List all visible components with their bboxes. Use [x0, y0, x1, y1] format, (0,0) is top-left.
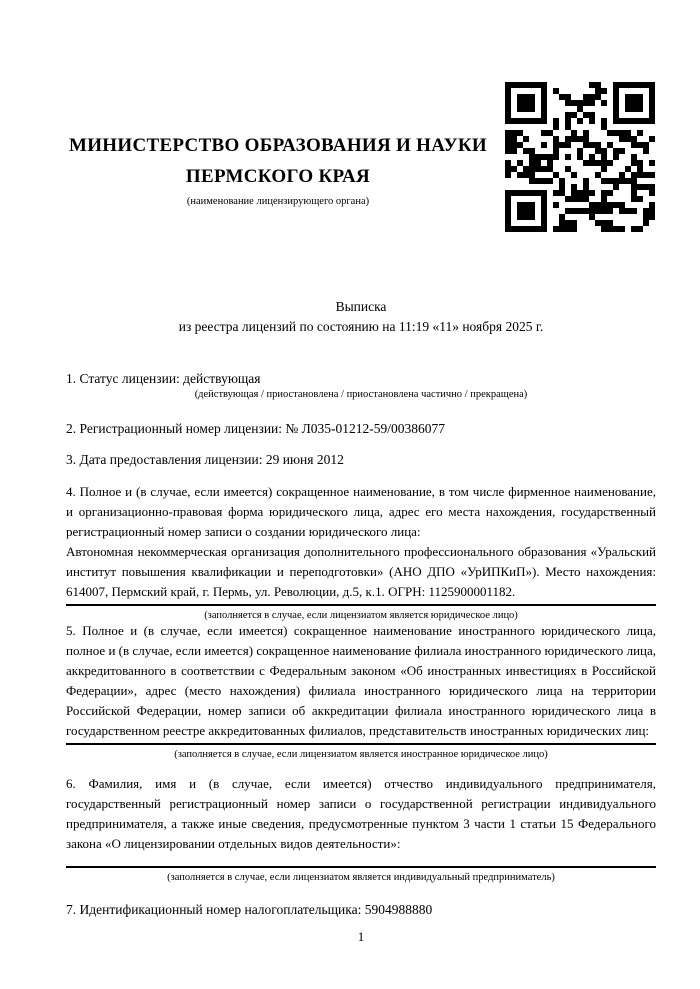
item-legal-entity-caption: (заполняется в случае, если лицензиатом является юридическое лицо): [204, 610, 518, 621]
item-legal-entity: [66, 482, 656, 622]
item-grant-date: 3. Дата предоставления лицензии: 29 июня 2012: [66, 452, 344, 467]
item-individual-entrepreneur-caption: (заполняется в случае, если лицензиатом является индивидуальный предприниматель): [167, 872, 555, 883]
item-registration-number: 2. Регистрационный номер лицензии: № Л035-01212-59/00386077: [66, 421, 446, 436]
fill-in-rule-legal-entity: [66, 604, 656, 606]
item-legal-entity-label: 4. Полное и (в случае, если имеется) сокращенное наименование, в том числе фирменное наименование, и организационно-правовая форма юридического лица, адрес его места нахождения, государственный регистрационный номер записи о создании юридического лица:: [66, 484, 656, 539]
item-foreign-entity: [66, 621, 656, 761]
qr-code-icon: [505, 82, 655, 232]
item-taxpayer-number: 7. Идентификационный номер налогоплательщика: 5904988880: [66, 902, 433, 917]
item-legal-entity-value: Автономная некоммерческая организация дополнительного профессионального образования «Уральский институт повышения квалификации и переподготовки» (АНО ДПО «УрИПКиП»). Место нахождения: 614007, Пермский край, г. Пермь, ул. Революции, д.5, к.1. ОГРН: 1125900001182.: [66, 544, 656, 599]
ministry-name-line2: ПЕРМСКОГО КРАЯ: [185, 166, 371, 187]
fill-in-rule-individual-entrepreneur: [66, 866, 656, 868]
page-number: 1: [357, 929, 365, 944]
ministry-caption: (наименование лицензирующего органа): [186, 196, 370, 207]
item-foreign-entity-label: 5. Полное и (в случае, если имеется) сокращенное наименование иностранного юридического лица, полное и (в случае, если имеется) сокращенное наименование филиала иностранного юридического лица, аккредитованного в соответствии с Федеральным законом «Об иностранных инвестициях в Российской Федерации», адрес (место нахождения) филиала иностранного юридического лица на территории Российской Федерации, номер записи об аккредитации филиала иностранного юридического лица в государственном реестре аккредитованных филиалов, представительств иностранных юридических лиц:: [66, 623, 656, 738]
ministry-name-line1: МИНИСТЕРСТВО ОБРАЗОВАНИЯ И НАУКИ: [68, 135, 488, 156]
document-title-line2: из реестра лицензий по состоянию на 11:19 «11» ноября 2025 г.: [178, 319, 544, 334]
document-title: [66, 297, 656, 337]
item-individual-entrepreneur: [66, 774, 656, 884]
licensing-authority-header: [66, 130, 490, 207]
item-individual-entrepreneur-label: 6. Фамилия, имя и (в случае, если имеется) отчество индивидуального предпринимателя, государственный регистрационный номер записи о государственной регистрации индивидуального предпринимателя, а также иные сведения, предусмотренные пунктом 3 части 1 статьи 15 Федерального закона «О лицензировании отдельных видов деятельности»:: [66, 776, 656, 851]
item-foreign-entity-caption: (заполняется в случае, если лицензиатом является иностранное юридическое лицо): [174, 749, 548, 760]
item-license-status-caption: (действующая / приостановлена / приостановлена частично / прекращена): [194, 389, 528, 400]
fill-in-rule-foreign-entity: [66, 743, 656, 745]
document-title-line1: Выписка: [335, 299, 387, 314]
item-license-status: 1. Статус лицензии: действующая: [66, 371, 261, 386]
